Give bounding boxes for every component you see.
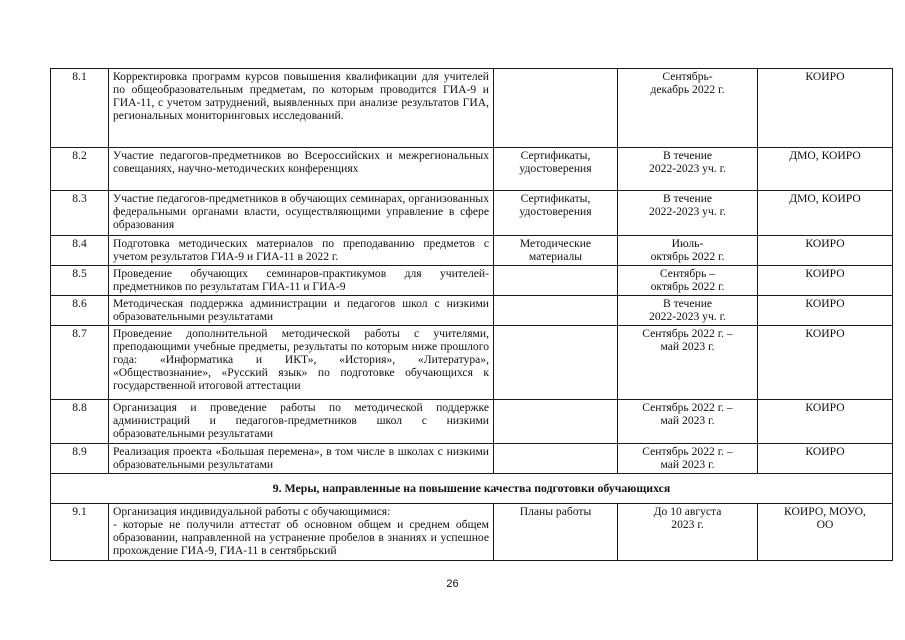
row-number: 8.8 [51,400,109,444]
measure-text: Методическая поддержка администрации и педагогов школ с низкими образовательными результатами [109,296,494,326]
table-row-8-5 [51,266,893,296]
responsible-cell: КОИРО [758,266,893,296]
table-row-9-1 [51,504,893,561]
measure-text: Участие педагогов-предметников в обучающих семинарах, организованных федеральными органами власти, осуществляющими управление в сфере образования [109,191,494,236]
responsible-cell: КОИРО [758,296,893,326]
table-row-8-2 [51,148,893,191]
responsible-cell: КОИРО [758,236,893,266]
date-cell: Сентябрь 2022 г. – май 2023 г. [618,400,758,444]
table-row-8-9 [51,444,893,474]
date-cell: В течение 2022-2023 уч. г. [618,148,758,191]
result-cell [494,296,618,326]
result-cell: Планы работы [494,504,618,561]
measures-table [50,68,893,561]
result-cell: Сертификаты, удостоверения [494,191,618,236]
table-row-8-4 [51,236,893,266]
responsible-cell: КОИРО [758,400,893,444]
row-number: 9.1 [51,504,109,561]
measure-text: Реализация проекта «Большая перемена», в том числе в школах с низкими образовательными результатами [109,444,494,474]
row-number: 8.6 [51,296,109,326]
row-number: 8.2 [51,148,109,191]
result-cell [494,326,618,400]
result-cell [494,400,618,444]
measure-text: Корректировка программ курсов повышения квалификации для учителей по общеобразовательным предметам, по которым проводится ГИА-9 и ГИА-11, с учетом затруднений, выявленных при анализе результатов ГИА, региональных мониторинговых исследований. [109,69,494,148]
responsible-cell: КОИРО [758,444,893,474]
measure-text: Проведение дополнительной методической работы с учителями, преподающими учебные предметы, результаты по которым ниже прошлого года: «Информатика и ИКТ», «История», «Литература», «Обществознание», «Русский язык» по подготовке обучающихся к государственной итоговой аттестации [109,326,494,400]
result-cell: Методические материалы [494,236,618,266]
date-cell: В течение 2022-2023 уч. г. [618,191,758,236]
measure-text [109,504,494,561]
responsible-cell: КОИРО, МОУО, ОО [758,504,893,561]
result-cell [494,444,618,474]
measure-text: Участие педагогов-предметников во Всероссийских и межрегиональных совещаниях, научно-методических конференциях [109,148,494,191]
responsible-cell: КОИРО [758,69,893,148]
page-number: 26 [446,578,459,590]
measure-text-line-1: Организация индивидуальной работы с обучающимися: [113,505,391,518]
row-number: 8.7 [51,326,109,400]
table-row-8-6 [51,296,893,326]
result-cell: Сертификаты, удостоверения [494,148,618,191]
responsible-cell: ДМО, КОИРО [758,148,893,191]
measure-text: Организация и проведение работы по методической поддержке администраций и педагогов-предметников школ с низкими образовательными результатами [109,400,494,444]
date-cell: Июль- октябрь 2022 г. [618,236,758,266]
measure-text-line-2: - которые не получили аттестат об основном общем и среднем общем образовании, направленной на устранение пробелов в знаниях и успешное прохождение ГИА-9, ГИА-11 в сентябрьский [113,518,489,557]
date-cell: Сентябрь 2022 г. – май 2023 г. [618,444,758,474]
section-9-title: 9. Меры, направленные на повышение качества подготовки обучающихся [51,474,893,504]
measure-text: Подготовка методических материалов по преподаванию предметов с учетом результатов ГИА-9 и ГИА-11 в 2022 г. [109,236,494,266]
date-cell: Сентябрь 2022 г. – май 2023 г. [618,326,758,400]
row-number: 8.9 [51,444,109,474]
responsible-cell: КОИРО [758,326,893,400]
row-number: 8.3 [51,191,109,236]
row-number: 8.1 [51,69,109,148]
date-cell: Сентябрь – октябрь 2022 г. [618,266,758,296]
result-cell [494,266,618,296]
table-row-8-7 [51,326,893,400]
table-row-8-8 [51,400,893,444]
date-cell: В течение 2022-2023 уч. г. [618,296,758,326]
date-cell: До 10 августа 2023 г. [618,504,758,561]
table-row-8-3 [51,191,893,236]
date-cell: Сентябрь- декабрь 2022 г. [618,69,758,148]
responsible-cell: ДМО, КОИРО [758,191,893,236]
table-row-8-1 [51,69,893,148]
result-cell [494,69,618,148]
section-9-header-row [51,474,893,504]
row-number: 8.5 [51,266,109,296]
row-number: 8.4 [51,236,109,266]
measure-text: Проведение обучающих семинаров-практикумов для учителей-предметников по результатам ГИА-11 и ГИА-9 [109,266,494,296]
